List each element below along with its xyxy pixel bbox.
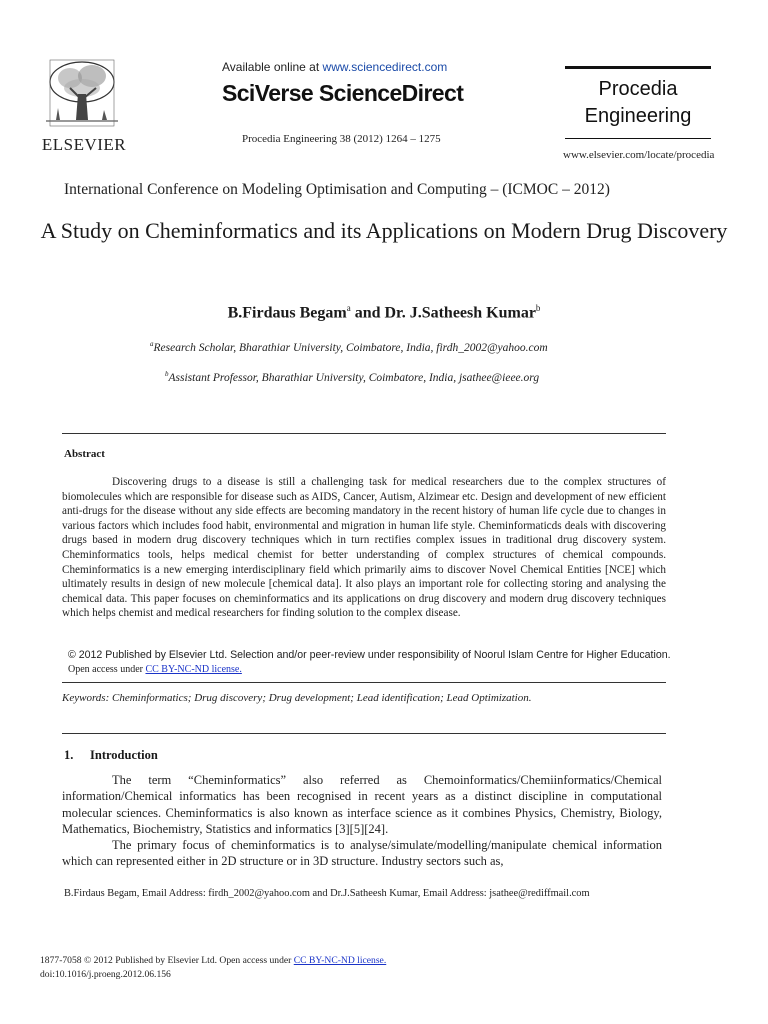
author-2: Dr. J.Satheesh Kumar (384, 304, 536, 322)
elsevier-tree-icon (42, 58, 122, 128)
author-separator: and (350, 304, 385, 322)
introduction-paragraph-1 (62, 772, 662, 837)
elsevier-logo (38, 58, 130, 154)
open-access-prefix: Open access under (68, 664, 146, 675)
footer-license-link[interactable]: CC BY-NC-ND license. (293, 955, 387, 966)
doi[interactable]: doi:10.1016/j.proeng.2012.06.156 (40, 969, 171, 980)
copyright-notice: © 2012 Published by Elsevier Ltd. Selection and/or peer-review under responsibility of Noorul Islam Centre for Higher Education. (68, 649, 671, 661)
introduction-paragraph-2-text: The primary focus of cheminformatics is to analyse/simulate/modelling/manipulate chemical information which can represented either in 2D structure or in 3D structure. Industry sectors such as, (62, 838, 662, 869)
author-line (40, 303, 728, 322)
introduction-divider (62, 733, 666, 734)
introduction-body (62, 772, 662, 870)
journal-title-line1: Procedia (598, 78, 678, 100)
keywords-divider (62, 682, 666, 683)
affiliation-a-text: Research Scholar, Bharathiar University, Coimbatore, India, firdh_2002@yahoo.com (153, 341, 548, 354)
journal-citation: Procedia Engineering 38 (2012) 1264 – 1275 (242, 133, 441, 145)
journal-title-line2: Engineering (584, 105, 692, 127)
journal-box-top-rule (565, 66, 711, 69)
conference-name: International Conference on Modeling Optimisation and Computing – (ICMOC – 2012) (64, 181, 610, 198)
abstract-heading: Abstract (64, 448, 105, 460)
publisher-name: ELSEVIER (41, 135, 127, 154)
affiliation-a-mark: a (150, 340, 154, 348)
open-access-line (68, 664, 242, 675)
affiliation-b-mark: b (165, 370, 169, 378)
author-1: B.Firdaus Begam (227, 304, 347, 322)
issn-line (40, 955, 386, 966)
affiliation-a (150, 340, 548, 354)
available-online-line (222, 60, 447, 74)
keywords: Keywords: Cheminformatics; Drug discovery; Drug development; Lead identification; Lead Optimization. (62, 692, 532, 704)
platform-name: SciVerse ScienceDirect (222, 80, 464, 106)
introduction-paragraph-1-text: The term “Cheminformatics” also referred as Chemoinformatics/Chemiinformatics/Chemical information/Chemical informatics has been recognised in recent years as a distinct discipline in computational molecular sciences. Cheminformatics is also known as interface science as it combines Physics, Chemistry, Biology, Mathematics, Biochemistry, Statistics and informatics [3][5][24]. (62, 773, 662, 836)
abstract-body (62, 475, 666, 621)
license-link[interactable]: CC BY-NC-ND license. (145, 664, 242, 675)
available-online-prefix: Available online at (222, 60, 323, 74)
journal-box-bottom-rule (565, 138, 711, 139)
section-heading-introduction (64, 748, 158, 763)
author-email-footnote: B.Firdaus Begam, Email Address: firdh_2002@yahoo.com and Dr.J.Satheesh Kumar, Email Address: jsathee@rediffmail.com (64, 888, 590, 899)
abstract-top-divider (62, 433, 666, 434)
abstract-text: Discovering drugs to a disease is still a challenging task for medical researchers due to the complex structures of biomolecules which are responsible for disease such as AIDS, Cancer, Autism, Alzimear etc. Design and development of new efficient anti-drugs for the disease without any side effects are becoming mandatory in the recent history of human life cycle due to changes in various factors which includes food habit, environmental and migration in human life style. Cheminformaticds deals with discovering drugs based in modern drug discovery techniques which in turn rectifies complex issues in traditional drug discovery system. Cheminformatics tools, helps medical chemist for better understanding of complex structures of chemical compounds. Cheminformatics is a new emerging interdisciplinary field which primarily aims to discover Novel Chemical Entities [NCE] which ultimately results in design of new molecule [chemical data]. It also plays an important role for collecting storing and analysing the chemical data. This paper focuses on cheminformatics and its applications on drug discovery and modern drug discovery techniques which helps chemist and medical researchers for finding solution to the complex disease. (62, 476, 666, 620)
affiliation-b (165, 370, 539, 384)
paper-title: A Study on Cheminformatics and its Applications on Modern Drug Discovery (40, 218, 728, 243)
section-number: 1. (64, 748, 74, 762)
affiliation-b-text: Assistant Professor, Bharathiar University, Coimbatore, India, jsathee@ieee.org (168, 371, 540, 384)
author-1-affiliation-mark: a (346, 303, 351, 313)
journal-url[interactable]: www.elsevier.com/locate/procedia (563, 149, 715, 161)
introduction-paragraph-2 (62, 837, 662, 870)
sciencedirect-link[interactable]: www.sciencedirect.com (322, 60, 448, 74)
section-title: Introduction (90, 748, 158, 762)
journal-title (565, 76, 711, 130)
issn-text: 1877-7058 © 2012 Published by Elsevier Ltd. Open access under (40, 955, 294, 966)
author-2-affiliation-mark: b (535, 303, 541, 313)
